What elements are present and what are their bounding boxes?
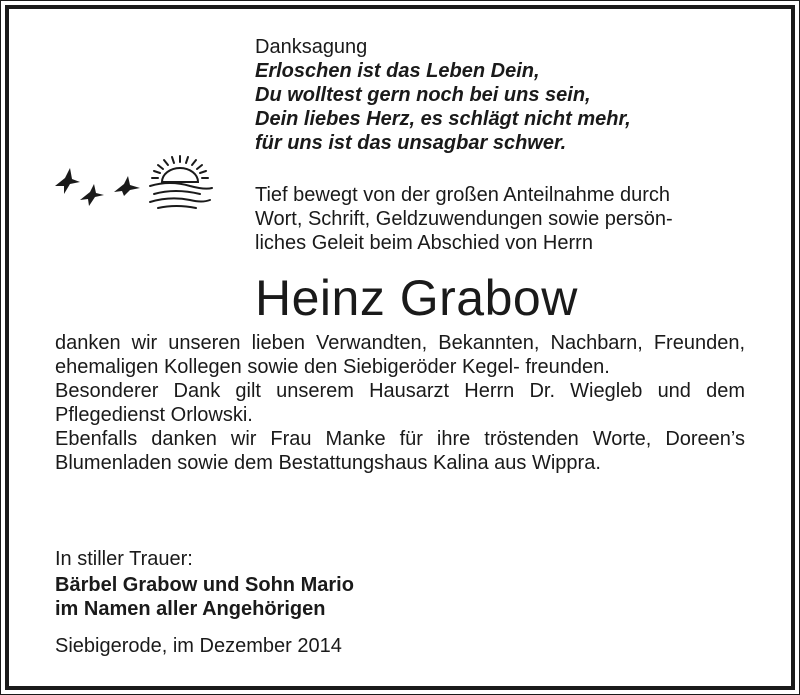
body-paragraph: Ebenfalls danken wir Frau Manke für ihre tröstenden Worte, Doreen’s Blumenladen sowie dem Bestattungshaus Kalina aus Wippra. xyxy=(55,428,745,474)
heading: Danksagung xyxy=(255,36,368,58)
signatory-line: im Namen aller Angehörigen xyxy=(55,598,326,620)
poem-line: Du wolltest gern noch bei uns sein, xyxy=(255,84,591,106)
bird-icon xyxy=(55,168,140,206)
mourning-label: In stiller Trauer: xyxy=(55,548,193,570)
place-date: Siebigerode, im Dezember 2014 xyxy=(55,635,342,657)
intro-line: Wort, Schrift, Geldzuwendungen sowie persön- xyxy=(255,208,673,230)
hills-icon xyxy=(150,183,212,208)
deceased-name: Heinz Grabow xyxy=(255,270,578,326)
poem xyxy=(255,59,631,155)
thanks-body xyxy=(55,331,745,475)
poem-line: Dein liebes Herz, es schlägt nicht mehr, xyxy=(255,108,631,130)
poem-line: Erloschen ist das Leben Dein, xyxy=(255,60,540,82)
intro-line: Tief bewegt von der großen Anteilnahme durch xyxy=(255,184,671,206)
body-paragraph: danken wir unseren lieben Verwandten, Bekannten, Nachbarn, Freunden, ehemaligen Kollegen sowie den Siebigeröder Kegel- freunden. xyxy=(55,332,745,378)
body-paragraph: Besonderer Dank gilt unserem Hausarzt Herrn Dr. Wiegleb und dem Pflegedienst Orlowski. xyxy=(55,380,745,426)
poem-line: für uns ist das unsagbar schwer. xyxy=(255,132,567,154)
signatory-line: Bärbel Grabow und Sohn Mario xyxy=(55,574,354,596)
birds-sunset-icon xyxy=(50,148,250,218)
intro-line: liches Geleit beim Abschied von Herrn xyxy=(255,232,593,254)
intro xyxy=(255,183,673,255)
